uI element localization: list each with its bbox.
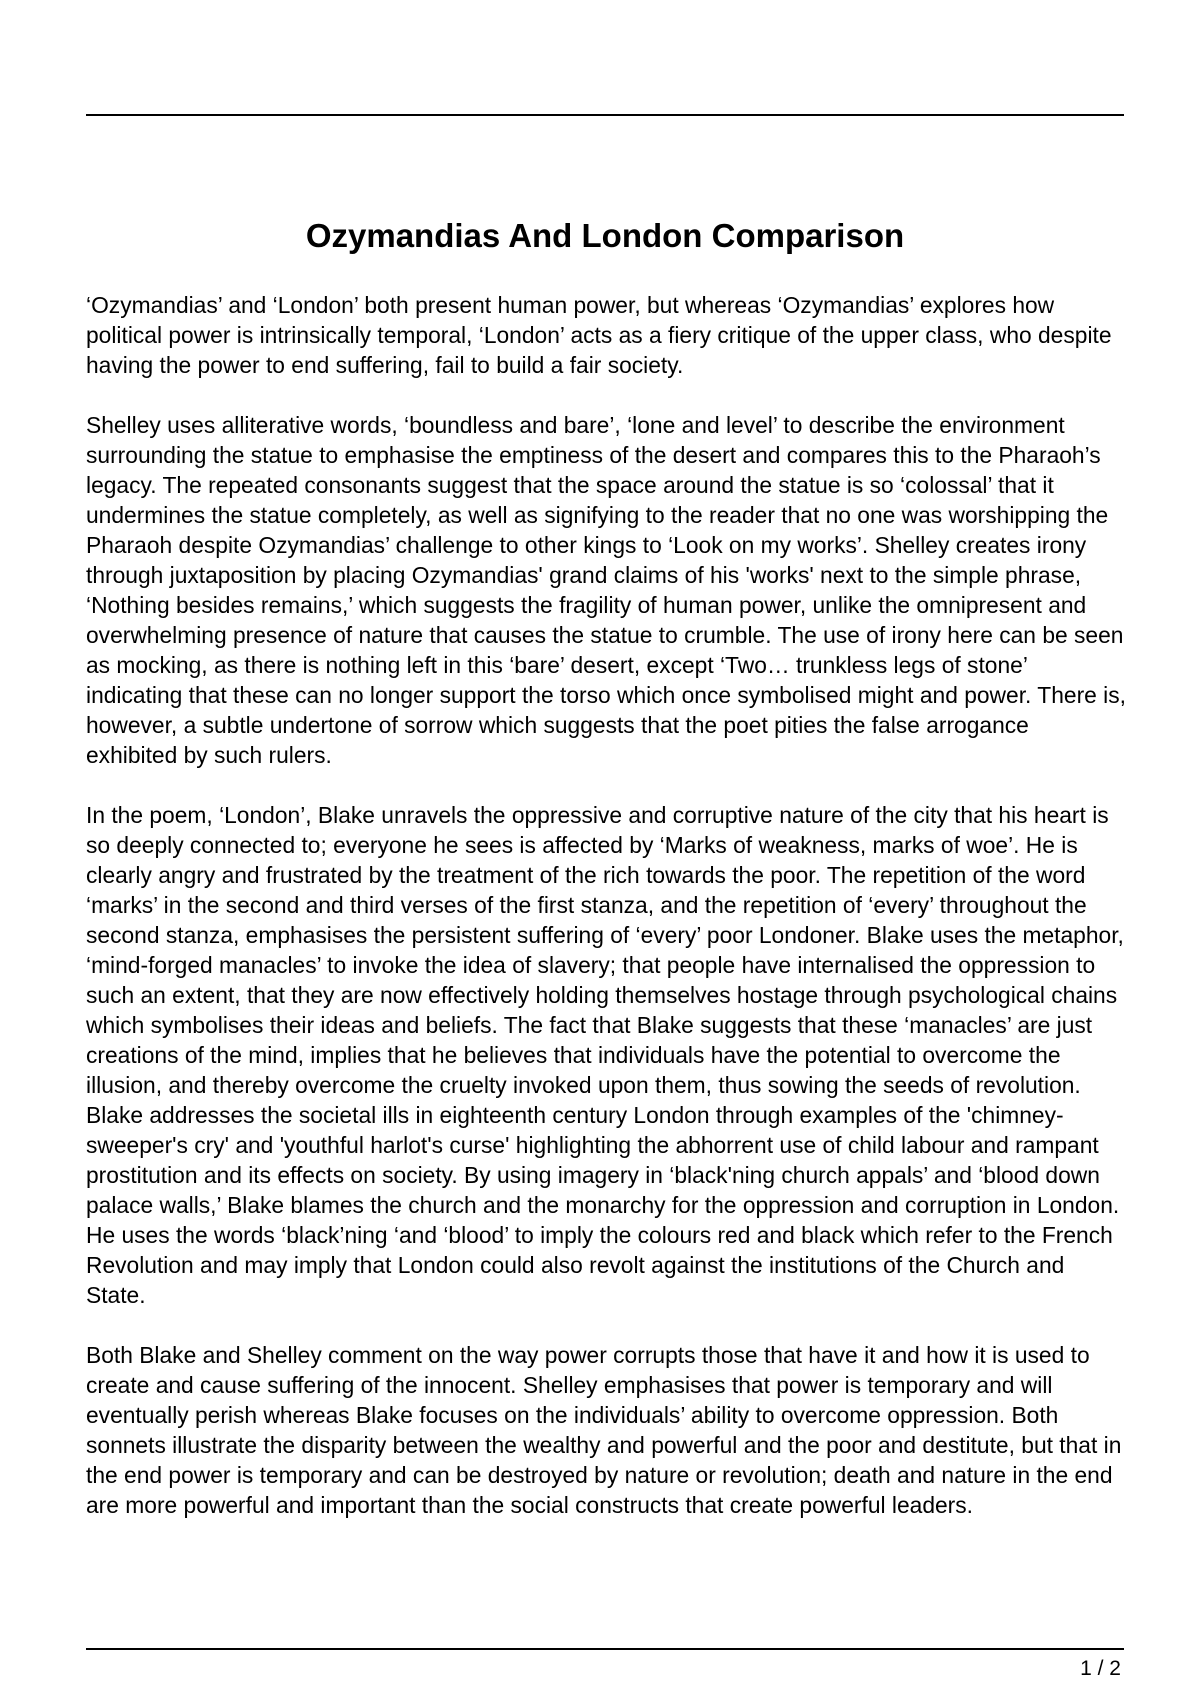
paragraph-ozymandias-analysis: Shelley uses alliterative words, ‘boundless and bare’, ‘lone and level’ to describe the environment surrounding the statue to emphasise the emptiness of the desert and compares this to the Pharaoh’s legacy. The repeated consonants suggest that the space around the statue is so ‘colossal’ that it undermines the statue completely, as well as signifying to the reader that no one was worshipping the Pharaoh despite Ozymandias’ challenge to other kings to ‘Look on my works’. Shelley creates irony through juxtaposition by placing Ozymandias' grand claims of his 'works' next to the simple phrase, ‘Nothing besides remains,’ which suggests the fragility of human power, unlike the omnipresent and overwhelming presence of nature that causes the statue to crumble. The use of irony here can be seen as mocking, as there is nothing left in this ‘bare’ desert, except ‘Two… trunkless legs of stone’ indicating that these can no longer support the torso which once symbolised might and power. There is, however, a subtle undertone of sorrow which suggests that the poet pities the false arrogance exhibited by such rulers. [86,412,1126,768]
page-number: 1 / 2 [1080,1657,1121,1680]
paragraph-london-analysis: In the poem, ‘London’, Blake unravels the oppressive and corruptive nature of the city that his heart is so deeply connected to; everyone he sees is affected by ‘Marks of weakness, marks of woe’. He is clearly angry and frustrated by the treatment of the rich towards the poor. The repetition of the word ‘marks’ in the second and third verses of the first stanza, and the repetition of ‘every’ throughout the second stanza, emphasises the persistent suffering of ‘every’ poor Londoner. Blake uses the metaphor, ‘mind-forged manacles’ to invoke the idea of slavery; that people have internalised the oppression to such an extent, that they are now effectively holding themselves hostage through psychological chains which symbolises their ideas and beliefs. The fact that Blake suggests that these ‘manacles’ are just creations of the mind, implies that he believes that individuals have the potential to overcome the illusion, and thereby overcome the cruelty invoked upon them, thus sowing the seeds of revolution. Blake addresses the societal ills in eighteenth century London through examples of the 'chimney-sweeper's cry' and 'youthful harlot's curse' highlighting the abhorrent use of child labour and rampant prostitution and its effects on society. By using imagery in ‘black'ning church appals’ and ‘blood down palace walls,’ Blake blames the church and the monarchy for the oppression and corruption in London. He uses the words ‘black’ning ‘and ‘blood’ to imply the colours red and black which refer to the French Revolution and may imply that London could also revolt against the institutions of the Church and State. [86,802,1124,1308]
paragraph-introduction: ‘Ozymandias’ and ‘London’ both present human power, but whereas ‘Ozymandias’ explores how political power is intrinsically temporal, ‘London’ acts as a fiery critique of the upper class, who despite having the power to end suffering, fail to build a fair society. [86,292,1112,378]
document-title: Ozymandias And London Comparison [305,217,905,254]
footer-rule [86,1648,1124,1650]
paragraph-conclusion: Both Blake and Shelley comment on the way power corrupts those that have it and how it is used to create and cause suffering of the innocent. Shelley emphasises that power is temporary and will eventually perish whereas Blake focuses on the individuals’ ability to overcome oppression. Both sonnets illustrate the disparity between the wealthy and powerful and the poor and destitute, but that in the end power is temporary and can be destroyed by nature or revolution; death and nature in the end are more powerful and important than the social constructs that create powerful leaders. [86,1342,1122,1518]
header-rule [86,114,1124,116]
document-body [86,290,1126,1550]
